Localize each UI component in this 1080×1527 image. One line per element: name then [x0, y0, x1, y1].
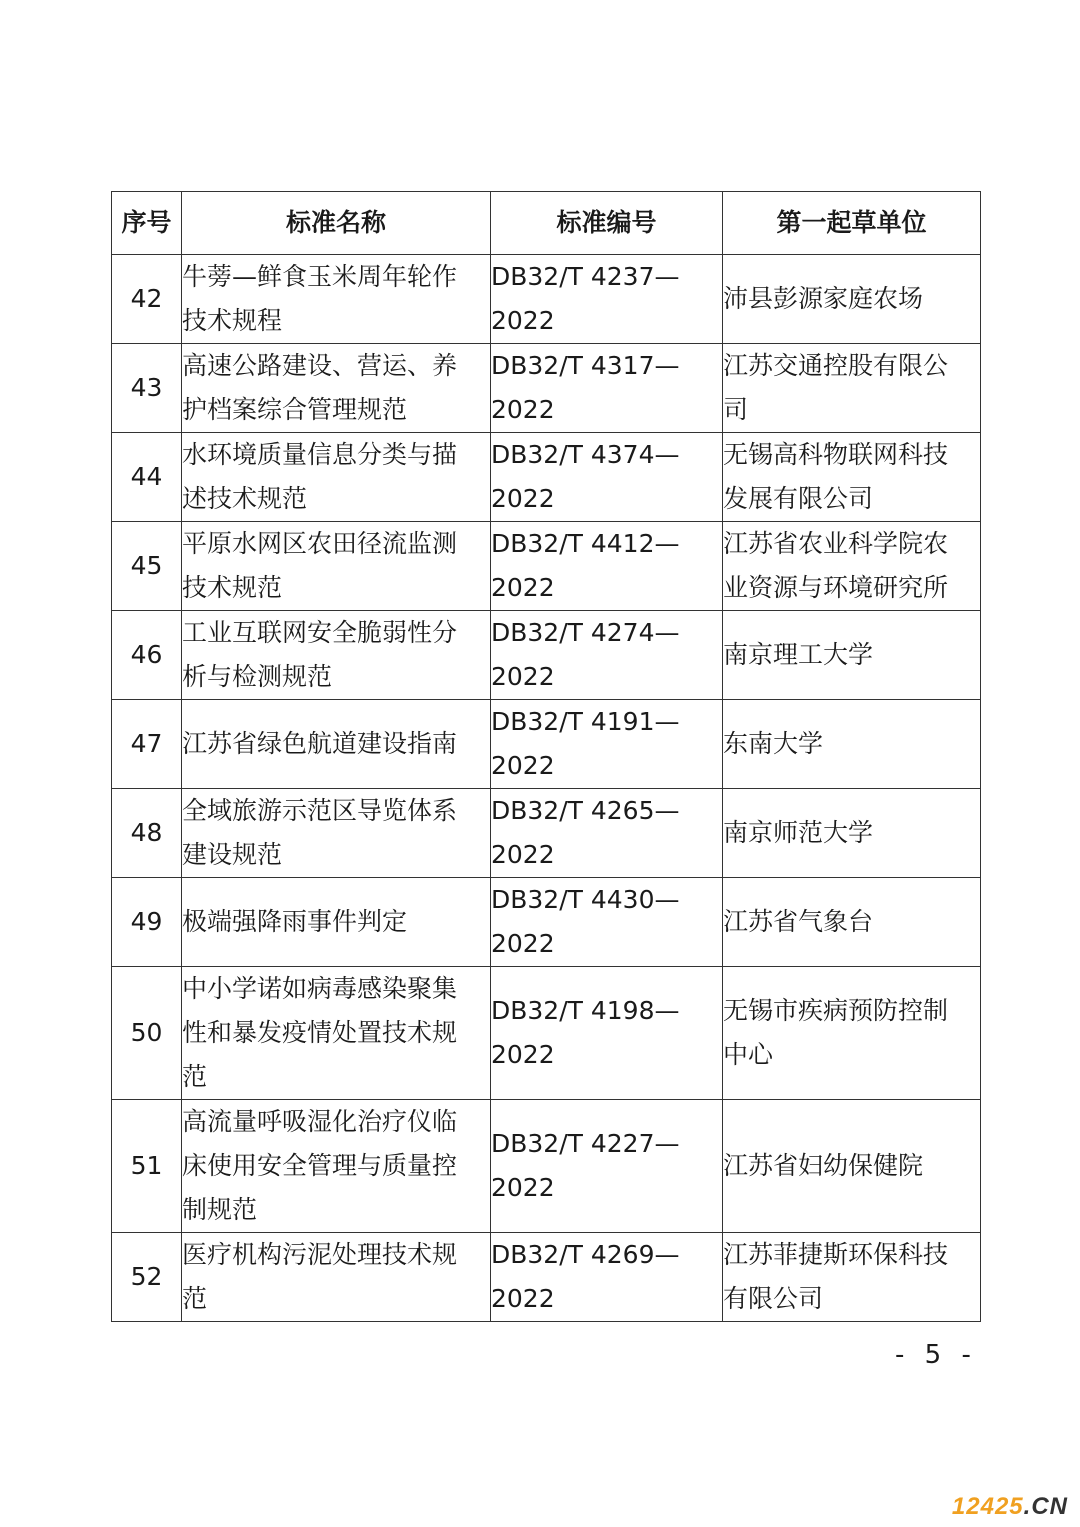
standard-name-cell-line: 技术规程: [182, 306, 283, 335]
standard-code-cell: [491, 789, 723, 878]
standard-name-cell-line: 水环境质量信息分类与描: [182, 440, 458, 469]
standard-code-cell: [491, 967, 723, 1100]
standard-name-cell-line: 析与检测规范: [182, 662, 333, 691]
standard-name-cell-line: 性和暴发疫情处置技术规: [182, 1018, 458, 1047]
standard-code-cell-line: DB32/T 4269—: [491, 1240, 680, 1269]
row-index-cell: 45: [112, 522, 182, 611]
table-row: [112, 522, 981, 611]
standard-code-cell-line: 2022: [491, 306, 555, 335]
standard-code-cell-line: 2022: [491, 1040, 555, 1069]
row-index-cell: 49: [112, 878, 182, 967]
table-row: [112, 1100, 981, 1233]
standard-code-cell-line: 2022: [491, 395, 555, 424]
standard-code-cell-line: 2022: [491, 573, 555, 602]
standard-name-cell: [182, 611, 491, 700]
standard-code-cell: [491, 611, 723, 700]
standard-name-cell-line: 医疗机构污泥处理技术规: [182, 1240, 458, 1269]
standard-code-cell-line: DB32/T 4374—: [491, 440, 680, 469]
standard-code-cell-line: DB32/T 4412—: [491, 529, 680, 558]
standard-code-cell-line: DB32/T 4317—: [491, 351, 680, 380]
table-body: [112, 255, 981, 1322]
standards-table: [111, 191, 981, 1322]
standard-code-cell: [491, 700, 723, 789]
standard-code-cell-line: 2022: [491, 840, 555, 869]
standard-code-cell-line: 2022: [491, 484, 555, 513]
table-header-row: [112, 192, 981, 255]
site-watermark: [952, 1493, 1068, 1521]
standard-name-cell-line: 平原水网区农田径流监测: [182, 529, 458, 558]
row-index-cell: 46: [112, 611, 182, 700]
drafting-unit-cell-line: 无锡高科物联网科技: [723, 440, 949, 469]
standard-code-cell: [491, 878, 723, 967]
standard-name-cell: [182, 1233, 491, 1322]
standard-name-cell: [182, 344, 491, 433]
drafting-unit-cell-line: 江苏省气象台: [723, 907, 874, 936]
drafting-unit-cell-line: 江苏交通控股有限公: [723, 351, 949, 380]
standard-name-cell-line: 极端强降雨事件判定: [182, 907, 408, 936]
standard-code-cell: [491, 344, 723, 433]
standard-code-cell-line: DB32/T 4237—: [491, 262, 680, 291]
drafting-unit-cell-line: 江苏菲捷斯环保科技: [723, 1240, 949, 1269]
header-standard-code: 标准编号: [491, 192, 723, 255]
table-row: [112, 344, 981, 433]
drafting-unit-cell: [723, 1233, 981, 1322]
standard-code-cell-line: 2022: [491, 751, 555, 780]
header-index: 序号: [112, 192, 182, 255]
standard-name-cell: [182, 522, 491, 611]
drafting-unit-cell-line: 南京理工大学: [723, 640, 874, 669]
table-row: [112, 878, 981, 967]
drafting-unit-cell-line: 江苏省妇幼保健院: [723, 1151, 924, 1180]
watermark-number: 12425: [951, 1493, 1024, 1520]
standard-code-cell-line: 2022: [491, 1284, 555, 1313]
standard-name-cell: [182, 1100, 491, 1233]
header-standard-name: 标准名称: [182, 192, 491, 255]
table-row: [112, 1233, 981, 1322]
standard-name-cell: [182, 967, 491, 1100]
drafting-unit-cell: [723, 700, 981, 789]
standard-code-cell-line: 2022: [491, 929, 555, 958]
standard-code-cell-line: DB32/T 4227—: [491, 1129, 680, 1158]
row-index-cell: 43: [112, 344, 182, 433]
drafting-unit-cell-line: 沛县彭源家庭农场: [723, 284, 924, 313]
drafting-unit-cell-line: 业资源与环境研究所: [723, 573, 949, 602]
page-number: - 5 -: [895, 1340, 977, 1370]
standard-code-cell: [491, 522, 723, 611]
standard-code-cell-line: DB32/T 4191—: [491, 707, 680, 736]
drafting-unit-cell-line: 江苏省农业科学院农: [723, 529, 949, 558]
row-index-cell: 44: [112, 433, 182, 522]
standard-name-cell-line: 述技术规范: [182, 484, 308, 513]
drafting-unit-cell: [723, 878, 981, 967]
standard-name-cell: [182, 878, 491, 967]
drafting-unit-cell-line: 有限公司: [723, 1284, 824, 1313]
watermark-domain: .CN: [1023, 1493, 1068, 1520]
drafting-unit-cell-line: 无锡市疾病预防控制: [723, 996, 949, 1025]
standard-name-cell-line: 高流量呼吸湿化治疗仪临: [182, 1107, 458, 1136]
row-index-cell: 51: [112, 1100, 182, 1233]
standard-name-cell-line: 范: [182, 1284, 208, 1313]
table-row: [112, 255, 981, 344]
drafting-unit-cell: [723, 433, 981, 522]
row-index-cell: 50: [112, 967, 182, 1100]
standard-name-cell-line: 范: [182, 1062, 208, 1091]
drafting-unit-cell: [723, 344, 981, 433]
standard-code-cell: [491, 433, 723, 522]
standard-code-cell: [491, 1233, 723, 1322]
drafting-unit-cell-line: 南京师范大学: [723, 818, 874, 847]
drafting-unit-cell: [723, 611, 981, 700]
standard-code-cell: [491, 1100, 723, 1233]
standard-code-cell-line: DB32/T 4274—: [491, 618, 680, 647]
row-index-cell: 47: [112, 700, 182, 789]
row-index-cell: 48: [112, 789, 182, 878]
standard-name-cell-line: 高速公路建设、营运、养: [182, 351, 458, 380]
standard-name-cell-line: 建设规范: [182, 840, 283, 869]
standard-code-cell: [491, 255, 723, 344]
table-row: [112, 433, 981, 522]
drafting-unit-cell: [723, 255, 981, 344]
standard-name-cell-line: 牛蒡—鲜食玉米周年轮作: [182, 262, 458, 291]
row-index-cell: 42: [112, 255, 182, 344]
drafting-unit-cell: [723, 967, 981, 1100]
drafting-unit-cell-line: 东南大学: [723, 729, 824, 758]
standard-name-cell: [182, 700, 491, 789]
table-row: [112, 967, 981, 1100]
standard-name-cell-line: 床使用安全管理与质量控: [182, 1151, 458, 1180]
standard-code-cell-line: DB32/T 4430—: [491, 885, 680, 914]
standard-name-cell-line: 全域旅游示范区导览体系: [182, 796, 458, 825]
drafting-unit-cell-line: 司: [723, 395, 749, 424]
header-drafting-unit: 第一起草单位: [723, 192, 981, 255]
row-index-cell: 52: [112, 1233, 182, 1322]
table-row: [112, 700, 981, 789]
standard-name-cell: [182, 433, 491, 522]
standard-name-cell: [182, 789, 491, 878]
standard-name-cell-line: 工业互联网安全脆弱性分: [182, 618, 458, 647]
table-row: [112, 611, 981, 700]
drafting-unit-cell-line: 中心: [723, 1040, 774, 1069]
standard-name-cell-line: 中小学诺如病毒感染聚集: [182, 974, 458, 1003]
standard-name-cell: [182, 255, 491, 344]
standard-code-cell-line: DB32/T 4265—: [491, 796, 680, 825]
drafting-unit-cell: [723, 1100, 981, 1233]
standard-name-cell-line: 江苏省绿色航道建设指南: [182, 729, 458, 758]
standard-name-cell-line: 护档案综合管理规范: [182, 395, 408, 424]
standard-name-cell-line: 制规范: [182, 1195, 258, 1224]
standard-code-cell-line: 2022: [491, 1173, 555, 1202]
drafting-unit-cell: [723, 522, 981, 611]
drafting-unit-cell-line: 发展有限公司: [723, 484, 874, 513]
standard-code-cell-line: DB32/T 4198—: [491, 996, 680, 1025]
table-row: [112, 789, 981, 878]
standard-code-cell-line: 2022: [491, 662, 555, 691]
standard-name-cell-line: 技术规范: [182, 573, 283, 602]
drafting-unit-cell: [723, 789, 981, 878]
